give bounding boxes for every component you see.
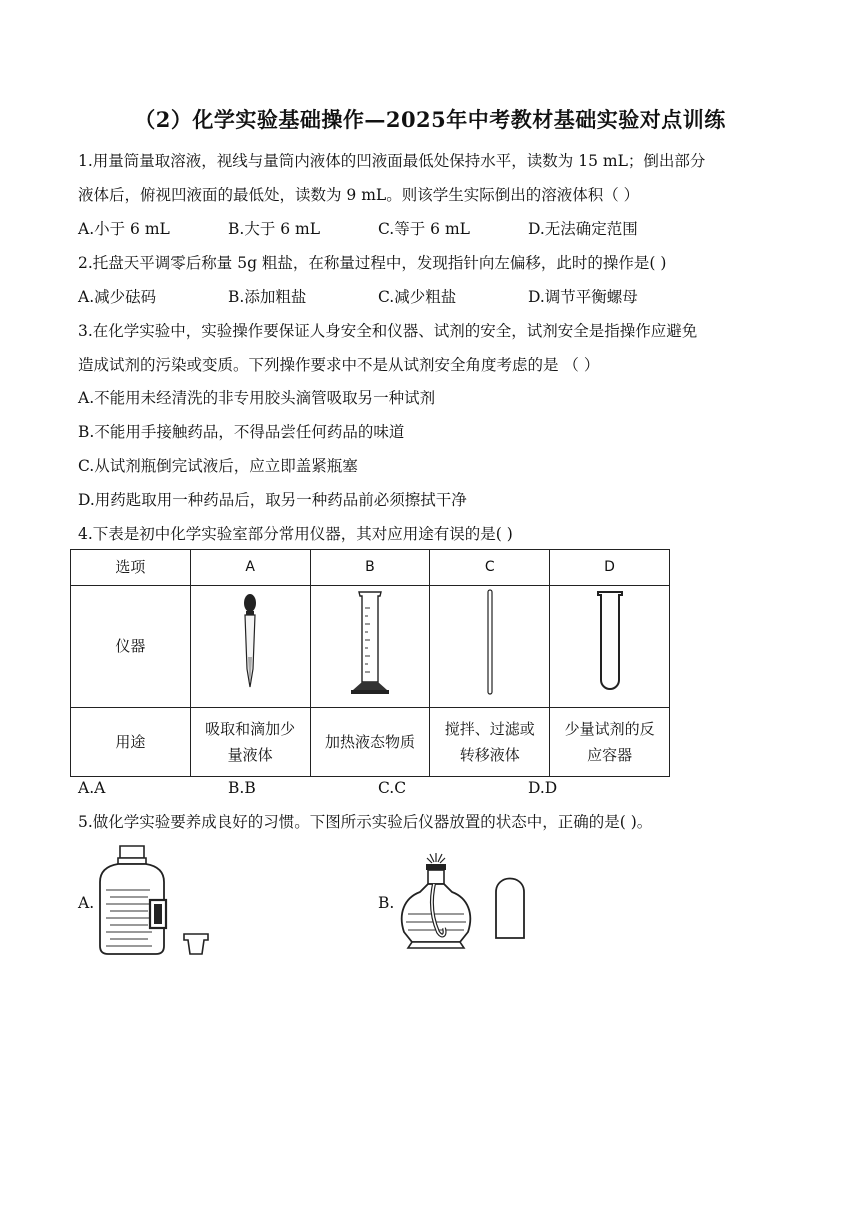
q2-text: 2.托盘天平调零后称量 5g 粗盐，在称量过程中，发现指针向左偏移，此时的操作是( ) (78, 254, 667, 272)
q3-option-d[interactable]: D.用药匙取用一种药品后，取另一种药品前必须擦拭干净 (78, 491, 467, 509)
use-text: 转移液体 (459, 746, 520, 764)
q3-option-a[interactable]: A.不能用未经清洗的非专用胶头滴管吸取另一种试剂 (78, 389, 436, 407)
q3-text-line1: 3.在化学实验中，实验操作要保证人身安全和仪器、试剂的安全，试剂安全是指操作应避免 (78, 322, 698, 340)
use-text: 少量试剂的反 (564, 719, 655, 738)
q4-option-b[interactable]: B.B (228, 779, 256, 797)
q5-figure-b (396, 852, 536, 956)
glass-rod-icon (480, 586, 500, 698)
q2-option-a[interactable]: A.减少砝码 (78, 288, 157, 306)
q3-option-b[interactable]: B.不能用手接触药品，不得品尝任何药品的味道 (78, 423, 405, 441)
q1-text-line2: 液体后，俯视凹液面的最低处，读数为 9 mL。则该学生实际倒出的溶液体积（ ） (78, 186, 640, 204)
q1-option-a[interactable]: A.小于 6 mL (78, 220, 170, 238)
use-text: 吸取和滴加少 (205, 719, 296, 738)
table-header-cell: C (430, 550, 550, 586)
use-text: 量液体 (227, 746, 273, 764)
q2-option-c[interactable]: C.减少粗盐 (378, 288, 457, 306)
table-header-row (71, 550, 670, 586)
page-title: （2）化学实验基础操作—2025年中考教材基础实验对点训练 (134, 107, 726, 132)
q5-option-a[interactable]: A. (78, 894, 95, 912)
q4-option-d[interactable]: D.D (528, 779, 558, 797)
test-tube-icon (590, 586, 630, 698)
q4-option-a[interactable]: A.A (78, 779, 106, 797)
alcohol-lamp-icon (396, 852, 536, 952)
use-cell-d (550, 708, 670, 777)
instrument-cell-a (190, 586, 310, 708)
use-cell-b (310, 708, 430, 777)
q4-option-c[interactable]: C.C (378, 779, 407, 797)
q5-figure-a (92, 842, 222, 966)
q3-text-line2: 造成试剂的污染或变质。下列操作要求中不是从试剂安全角度考虑的是 （ ） (78, 356, 600, 374)
use-text: 加热液态物质 (324, 732, 415, 751)
q3-option-c[interactable]: C.从试剂瓶倒完试液后，应立即盖紧瓶塞 (78, 457, 358, 475)
use-cell-c (430, 708, 550, 777)
table-header-cell: A (190, 550, 310, 586)
use-row-label: 用途 (71, 708, 191, 777)
q5-option-b[interactable]: B. (378, 894, 395, 912)
instrument-cell-c (430, 586, 550, 708)
q2-option-d[interactable]: D.调节平衡螺母 (528, 288, 638, 306)
q1-option-d[interactable]: D.无法确定范围 (528, 220, 638, 238)
q1-option-b[interactable]: B.大于 6 mL (228, 220, 321, 238)
use-text: 搅拌、过滤或 (444, 719, 535, 738)
use-text: 应容器 (587, 746, 633, 764)
reagent-bottle-icon (92, 842, 222, 962)
table-header-cell: D (550, 550, 670, 586)
q1-option-c[interactable]: C.等于 6 mL (378, 220, 470, 238)
q4-text: 4.下表是初中化学实验室部分常用仪器，其对应用途有误的是( ) (78, 525, 513, 543)
instrument-table (70, 549, 670, 777)
q5-text: 5.做化学实验要养成良好的习惯。下图所示实验后仪器放置的状态中，正确的是( )。 (78, 813, 653, 831)
table-header-cell: B (310, 550, 430, 586)
use-cell-a (190, 708, 310, 777)
table-header-cell: 选项 (71, 550, 191, 586)
q1-text-line1: 1.用量筒量取溶液，视线与量筒内液体的凹液面最低处保持水平，读数为 15 mL；倒出部分 (78, 152, 706, 170)
instrument-row-label: 仪器 (71, 586, 191, 708)
dropper-icon (235, 587, 265, 697)
instrument-cell-b (310, 586, 430, 708)
instrument-cell-d (550, 586, 670, 708)
table-row-use (71, 708, 670, 777)
q2-option-b[interactable]: B.添加粗盐 (228, 288, 307, 306)
table-row-instrument (71, 586, 670, 708)
graduated-cylinder-icon (345, 586, 395, 698)
